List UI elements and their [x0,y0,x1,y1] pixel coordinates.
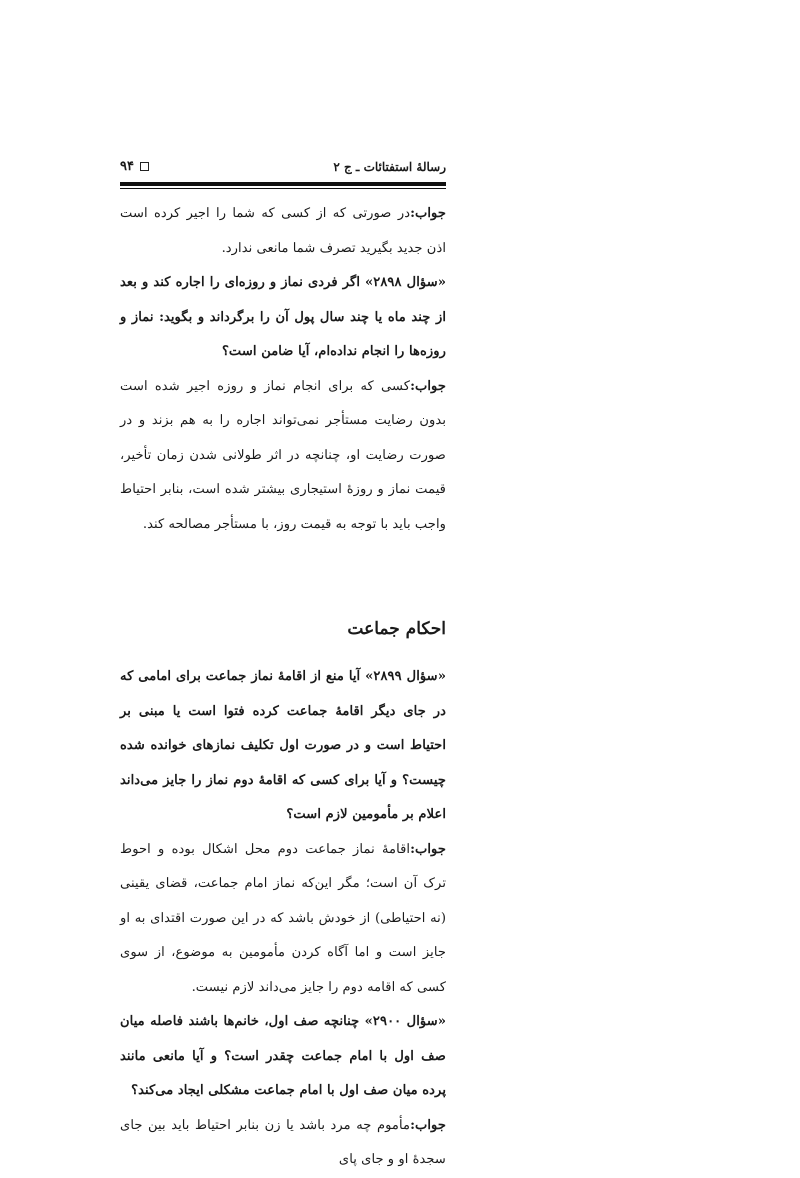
answer-paragraph [120,370,446,543]
answer-label: جواب: [410,378,446,394]
answer-text: کسی که برای انجام نماز و روزه اجیر شده است بدون رضایت مستأجر نمی‌تواند اجاره را به هم بزند و در صورت رضایت او، چنانچه در اثر طولانی شدن زمان تأخیر، قیمت نماز و روزهٔ استیجاری بیشتر شده است، بنابر احتیاط واجب باید با توجه به قیمت روز، با مستأجر مصالحه کند. [120,378,446,532]
document-page [120,148,446,1178]
answer-paragraph [120,197,446,266]
question-paragraph [120,660,446,833]
section-title: احکام جماعت [347,619,446,639]
page-body [120,197,446,1178]
page-number-block [120,159,149,174]
running-title: رسالهٔ استفتائات ـ ج ۲ [333,160,446,174]
answer-text: مأموم چه مرد باشد یا زن بنابر احتیاط باید بین جای سجدهٔ او و جای پای [120,1117,446,1167]
question-text: «سؤال ۲۸۹۸» اگر فردی نماز و روزه‌ای را اجاره کند و بعد از چند ماه یا چند سال پول آن را برگرداند و بگوید: نماز و روزه‌ها را انجام نداده‌ام، آیا ضامن است؟ [120,275,446,359]
section-before [120,197,446,542]
question-paragraph [120,1005,446,1109]
square-bullet-icon [140,162,149,171]
page-number: ۹۴ [120,159,134,174]
answer-label: جواب: [410,206,446,221]
answer-label: جواب: [410,841,446,857]
answer-paragraph [120,1109,446,1178]
page-header [120,148,446,174]
question-paragraph [120,266,446,370]
answer-paragraph [120,833,446,1006]
answer-text: اقامهٔ نماز جماعت دوم محل اشکال بوده و احوط ترک آن است؛ مگر این‌که نماز امام جماعت، قضای یقینی (نه احتیاطی) از خودش باشد که در این صورت اقتدای به او جایز است و اما آگاه کردن مأمومین به موضوع، از سوی کسی که اقامه دوم را جایز می‌داند لازم نیست. [120,841,446,995]
answer-label: جواب: [410,1117,446,1133]
question-text: «سؤال ۲۹۰۰» چنانچه صف اول، خانم‌ها باشند فاصله میان صف اول با امام جماعت چقدر است؟ و آیا مانعی مانند پرده میان صف اول با امام جماعت مشکلی ایجاد می‌کند؟ [120,1014,446,1098]
header-rule-thin [120,188,446,189]
header-rule-thick [120,182,446,186]
answer-text: در صورتی که از کسی که شما را اجیر کرده است اذن جدید بگیرید تصرف شما مانعی ندارد. [120,206,446,256]
question-text: «سؤال ۲۸۹۹» آیا منع از اقامهٔ نماز جماعت برای امامی که در جای دیگر اقامهٔ جماعت کرده فتوا است یا مبنی بر احتیاط است و در صورت اول تکلیف نمازهای خوانده شده چیست؟ و آیا برای کسی که اقامهٔ دوم نماز را جایز می‌داند اعلام بر مأمومین لازم است؟ [120,669,446,822]
